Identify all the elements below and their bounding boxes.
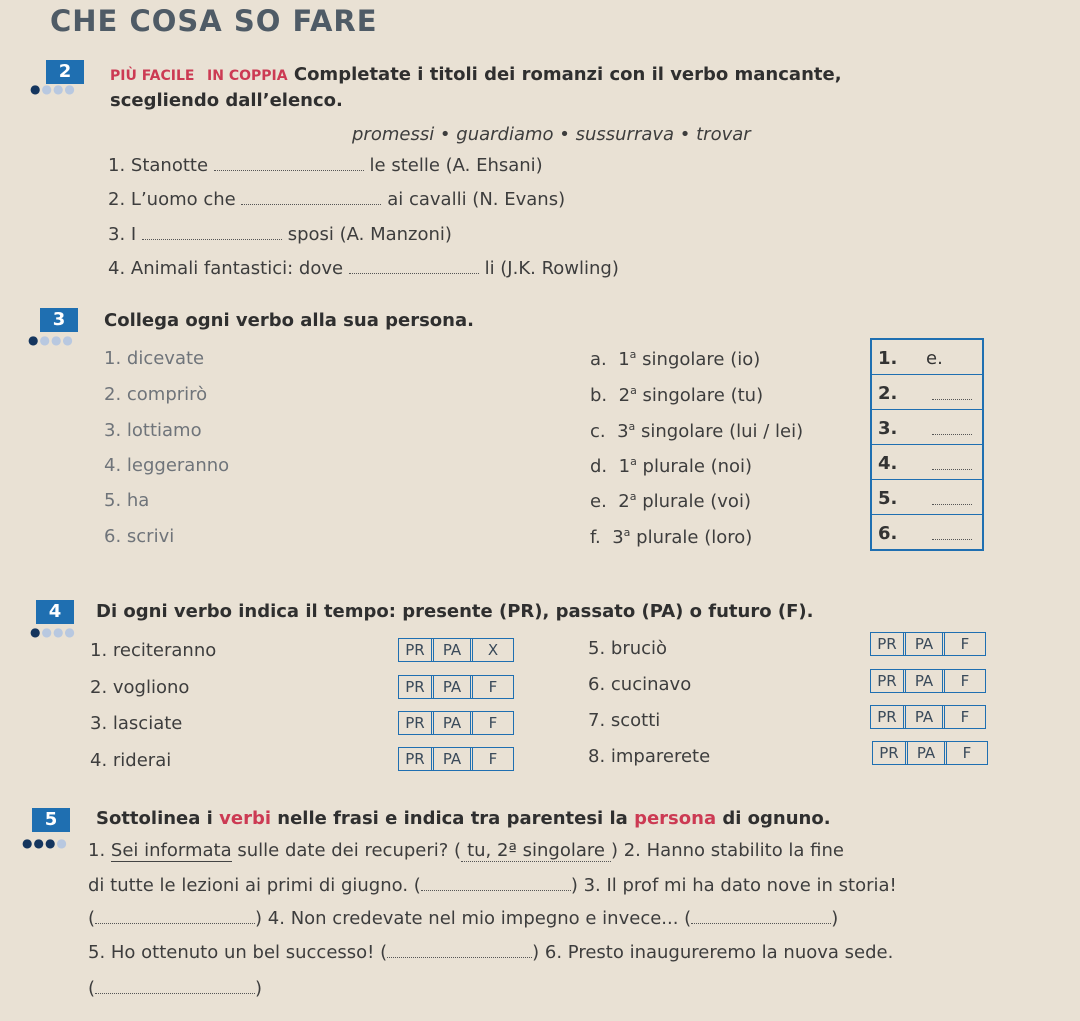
answer-blank[interactable] (349, 273, 479, 274)
exercise-2-instruction: PIÙ FACILE IN COPPIA Completate i titoli dei romanzi con il verbo mancante, (110, 64, 842, 85)
ex4-verb-2: 2. vogliono (90, 677, 190, 698)
option-f[interactable]: F (960, 708, 970, 726)
tense-options (398, 638, 514, 662)
option-pa[interactable]: PA (434, 676, 473, 698)
tense-options (398, 675, 514, 699)
ex4-verb-6: 6. cucinavo (588, 674, 692, 695)
option-pa[interactable]: PA (906, 633, 945, 655)
exercise-3-instruction: Collega ogni verbo alla sua persona. (104, 310, 474, 331)
ex2-item-1: 1. Stanotte le stelle (A. Ehsani) (108, 155, 543, 176)
option-pr[interactable]: PR (399, 676, 434, 698)
grid-row[interactable]: 3. (872, 410, 982, 445)
option-f-marked[interactable]: X (487, 641, 499, 659)
answer-blank[interactable] (142, 239, 282, 240)
option-pr[interactable]: PR (871, 670, 906, 692)
answer-grid (870, 338, 984, 551)
answer-blank[interactable] (241, 204, 381, 205)
tense-options (870, 669, 986, 693)
grid-row[interactable]: 4. (872, 445, 982, 480)
option-pr[interactable]: PR (871, 633, 906, 655)
word-list: promessi • guardiamo • sussurrava • trovar (352, 124, 751, 145)
page-title: CHE COSA SO FARE (50, 4, 378, 38)
tense-options (398, 747, 514, 771)
ex2-item-2: 2. L’uomo che ai cavalli (N. Evans) (108, 189, 566, 210)
ex3-person-c: c. 3$^a$ singolare (lui / lei) (590, 420, 804, 442)
option-pr[interactable]: PR (399, 748, 434, 770)
option-pa[interactable]: PA (908, 742, 947, 764)
answer-blank[interactable] (95, 923, 255, 924)
answer-blank[interactable] (421, 890, 571, 891)
difficulty-dots: ●●●● (30, 625, 76, 639)
ex4-verb-4: 4. riderai (90, 750, 172, 771)
grid-row[interactable]: 1. e. (872, 340, 982, 375)
option-f[interactable]: F (960, 635, 970, 653)
ex3-person-f: f. 3$^a$ plurale (loro) (590, 526, 753, 548)
option-f[interactable]: F (488, 750, 498, 768)
exercise-5-number: 5 (32, 808, 70, 832)
ex5-line-3: ( ) 4. Non credevate nel mio impegno e invece... ( ) (88, 908, 839, 929)
ex3-person-a: a. 1$^a$ singolare (io) (590, 348, 761, 370)
ex4-verb-7: 7. scotti (588, 710, 661, 731)
exercise-4-instruction: Di ogni verbo indica il tempo: presente (PR), passato (PA) o futuro (F). (96, 601, 814, 622)
difficulty-dots: ●●●● (30, 82, 76, 96)
ex4-verb-1: 1. reciteranno (90, 640, 217, 661)
ex2-item-4: 4. Animali fantastici: dove li (J.K. Rowling) (108, 258, 619, 279)
ex4-verb-3: 3. lasciate (90, 713, 183, 734)
difficulty-dots: ●●●● (22, 836, 68, 850)
tense-options (398, 711, 514, 735)
ex2-item-3: 3. I sposi (A. Manzoni) (108, 224, 452, 245)
grid-row[interactable]: 5. (872, 480, 982, 515)
option-pr[interactable]: PR (871, 706, 906, 728)
exercise-2-number: 2 (46, 60, 84, 84)
answer-blank[interactable] (95, 993, 255, 994)
ex3-verb-2: 2. comprirò (104, 384, 208, 405)
answer-field[interactable]: tu, 2ª singolare (461, 840, 611, 862)
exercise-4-number: 4 (36, 600, 74, 624)
option-pa[interactable]: PA (434, 712, 473, 734)
ex3-verb-4: 4. leggeranno (104, 455, 230, 476)
option-pa[interactable]: PA (906, 670, 945, 692)
exercise-2-instruction-cont: scegliendo dall’elenco. (110, 90, 343, 111)
option-pr[interactable]: PR (399, 639, 434, 661)
ex3-verb-1: 1. dicevate (104, 348, 205, 369)
tense-options (870, 705, 986, 729)
ex3-person-b: b. 2$^a$ singolare (tu) (590, 384, 764, 406)
ex3-verb-5: 5. ha (104, 490, 150, 511)
answer-blank[interactable] (691, 923, 831, 924)
ex3-verb-6: 6. scrivi (104, 526, 175, 547)
ex3-person-d: d. 1$^a$ plurale (noi) (590, 455, 753, 477)
option-pa[interactable]: PA (434, 748, 473, 770)
tense-options (870, 632, 986, 656)
ex3-person-e: e. 2$^a$ plurale (voi) (590, 490, 751, 512)
grid-row[interactable]: 2. (872, 375, 982, 410)
difficulty-dots: ●●●● (28, 333, 74, 347)
ex4-verb-8: 8. imparerete (588, 746, 711, 767)
ex5-line-2: di tutte le lezioni ai primi di giugno. ( ) 3. Il prof mi ha dato nove in storia! (88, 875, 897, 896)
answer-blank[interactable] (387, 957, 532, 958)
option-f[interactable]: F (488, 714, 498, 732)
option-pa[interactable]: PA (906, 706, 945, 728)
option-pr[interactable]: PR (399, 712, 434, 734)
option-pa[interactable]: PA (434, 639, 473, 661)
option-f[interactable]: F (960, 672, 970, 690)
exercise-3-number: 3 (40, 308, 78, 332)
option-f[interactable]: F (488, 678, 498, 696)
ex5-line-5: ( ) (88, 978, 263, 999)
tense-options (872, 741, 988, 765)
option-f[interactable]: F (962, 744, 972, 762)
ex5-line-1: 1. Sei informata sulle date dei recuperi? ( tu, 2ª singolare ) 2. Hanno stabilito la fine (88, 840, 845, 861)
exercise-5-instruction: Sottolinea i verbi nelle frasi e indica tra parentesi la persona di ognuno. (96, 808, 831, 829)
ex3-verb-3: 3. lottiamo (104, 420, 202, 441)
option-pr[interactable]: PR (873, 742, 908, 764)
ex5-line-4: 5. Ho ottenuto un bel successo! ( ) 6. Presto inaugureremo la nuova sede. (88, 942, 894, 963)
answer-blank[interactable] (214, 170, 364, 171)
ex4-verb-5: 5. bruciò (588, 638, 668, 659)
grid-row[interactable]: 6. (872, 515, 982, 549)
